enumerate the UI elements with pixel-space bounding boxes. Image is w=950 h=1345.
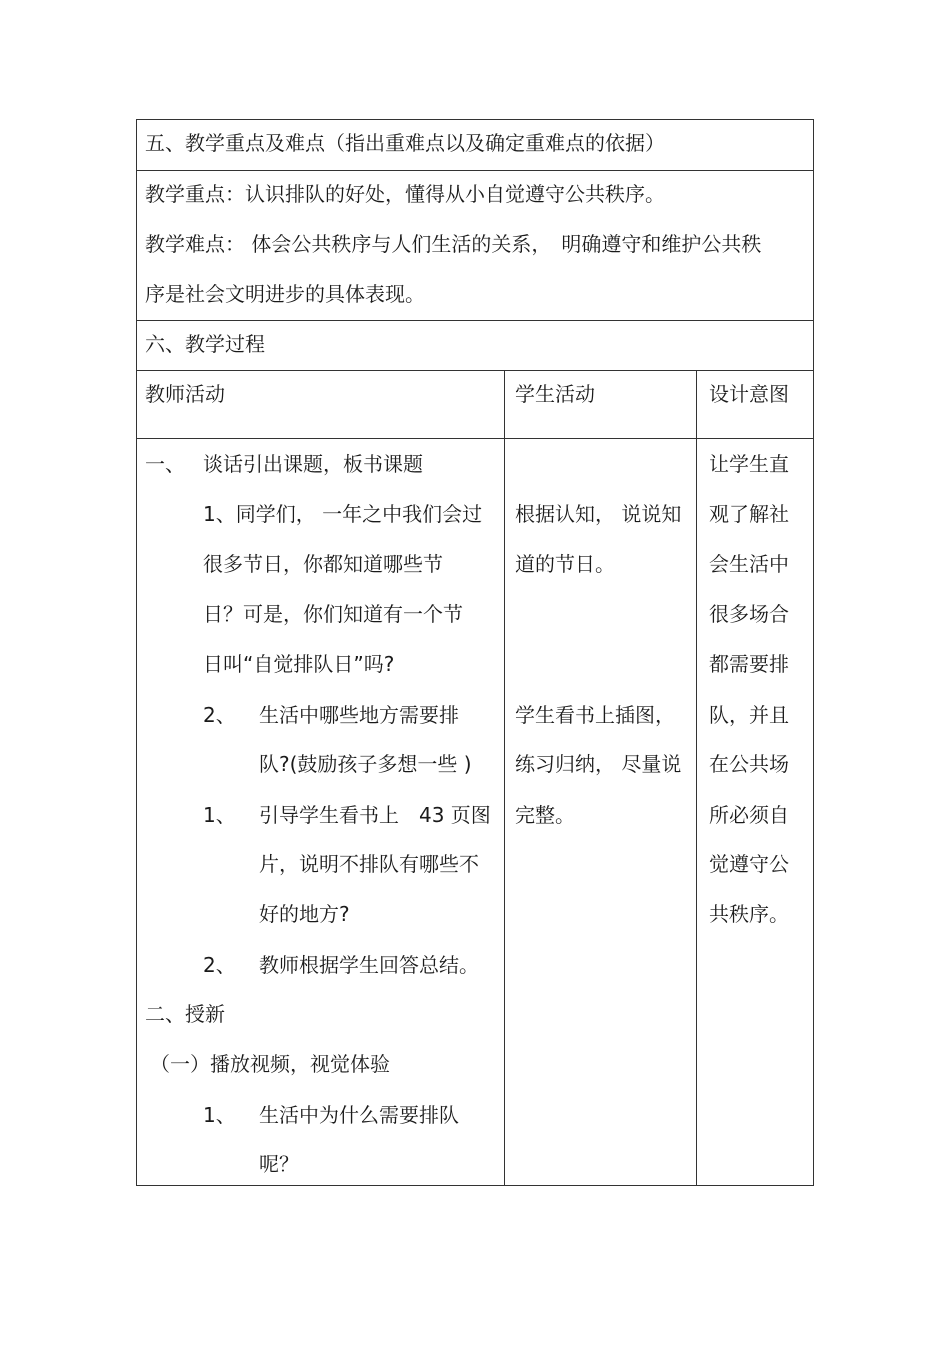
student-line: 道的节日。 — [515, 552, 615, 576]
design-line: 让学生直 — [709, 452, 789, 476]
difficult-point-text-continued: 序是社会文明进步的具体表现。 — [145, 282, 425, 306]
row-divider — [136, 370, 814, 371]
teacher-line: 1、同学们， 一年之中我们会过 — [203, 502, 483, 526]
teacher-line: 片，说明不排队有哪些不 — [259, 852, 479, 876]
teacher-section-heading: 二、授新 — [145, 1002, 225, 1026]
teacher-subsection-heading: （一）播放视频，视觉体验 — [150, 1052, 390, 1076]
header-teacher-activity: 教师活动 — [145, 382, 225, 406]
design-line: 在公共场 — [709, 752, 789, 776]
header-student-activity: 学生活动 — [515, 382, 595, 406]
teacher-line: 队?(鼓励孩子多想一些 ) — [259, 752, 472, 776]
design-line: 会生活中 — [709, 552, 789, 576]
difficult-point-text: 教学难点： 体会公共秩序与人们生活的关系， 明确遵守和维护公共秩 — [145, 232, 762, 256]
row-divider — [136, 170, 814, 171]
teacher-step-number: 2、 — [203, 703, 236, 727]
design-line: 都需要排 — [709, 652, 789, 676]
teacher-step-number: 1、 — [203, 803, 236, 827]
student-line: 完整。 — [515, 803, 575, 827]
teacher-line: 教师根据学生回答总结。 — [259, 953, 479, 977]
teacher-line: 呢？ — [259, 1152, 299, 1176]
teacher-line: 生活中哪些地方需要排 — [259, 703, 459, 727]
section-five-title: 五、教学重点及难点（指出重难点以及确定重难点的依据） — [145, 131, 665, 155]
teacher-line: 很多节日，你都知道哪些节 — [203, 552, 443, 576]
key-point-text: 教学重点：认识排队的好处，懂得从小自觉遵守公共秩序。 — [145, 182, 665, 206]
row-divider — [136, 320, 814, 321]
teacher-step-number: 1、 — [203, 1103, 236, 1127]
student-line: 根据认知， 说说知 — [515, 502, 682, 526]
design-line: 所必须自 — [709, 803, 789, 827]
student-line: 练习归纳， 尽量说 — [515, 752, 682, 776]
teacher-step-number: 一、 — [145, 452, 185, 476]
student-line: 学生看书上插图， — [515, 703, 675, 727]
teacher-line: 生活中为什么需要排队 — [259, 1103, 459, 1127]
teacher-line: 引导学生看书上 43 页图 — [259, 803, 491, 827]
design-line: 队，并且 — [709, 703, 789, 727]
section-six-title: 六、教学过程 — [145, 332, 265, 356]
column-divider — [696, 370, 697, 1186]
teacher-line: 日？可是，你们知道有一个节 — [203, 602, 463, 626]
teacher-line: 日叫“自觉排队日”吗? — [203, 652, 395, 676]
teacher-step-text: 谈话引出课题，板书课题 — [203, 452, 423, 476]
header-design-intent: 设计意图 — [709, 382, 789, 406]
design-line: 观了解社 — [709, 502, 789, 526]
column-divider — [504, 370, 505, 1186]
teacher-step-number: 2、 — [203, 953, 236, 977]
row-divider — [136, 438, 814, 439]
design-line: 很多场合 — [709, 602, 789, 626]
teacher-line: 好的地方? — [259, 902, 350, 926]
design-line: 共秩序。 — [709, 902, 789, 926]
design-line: 觉遵守公 — [709, 852, 789, 876]
